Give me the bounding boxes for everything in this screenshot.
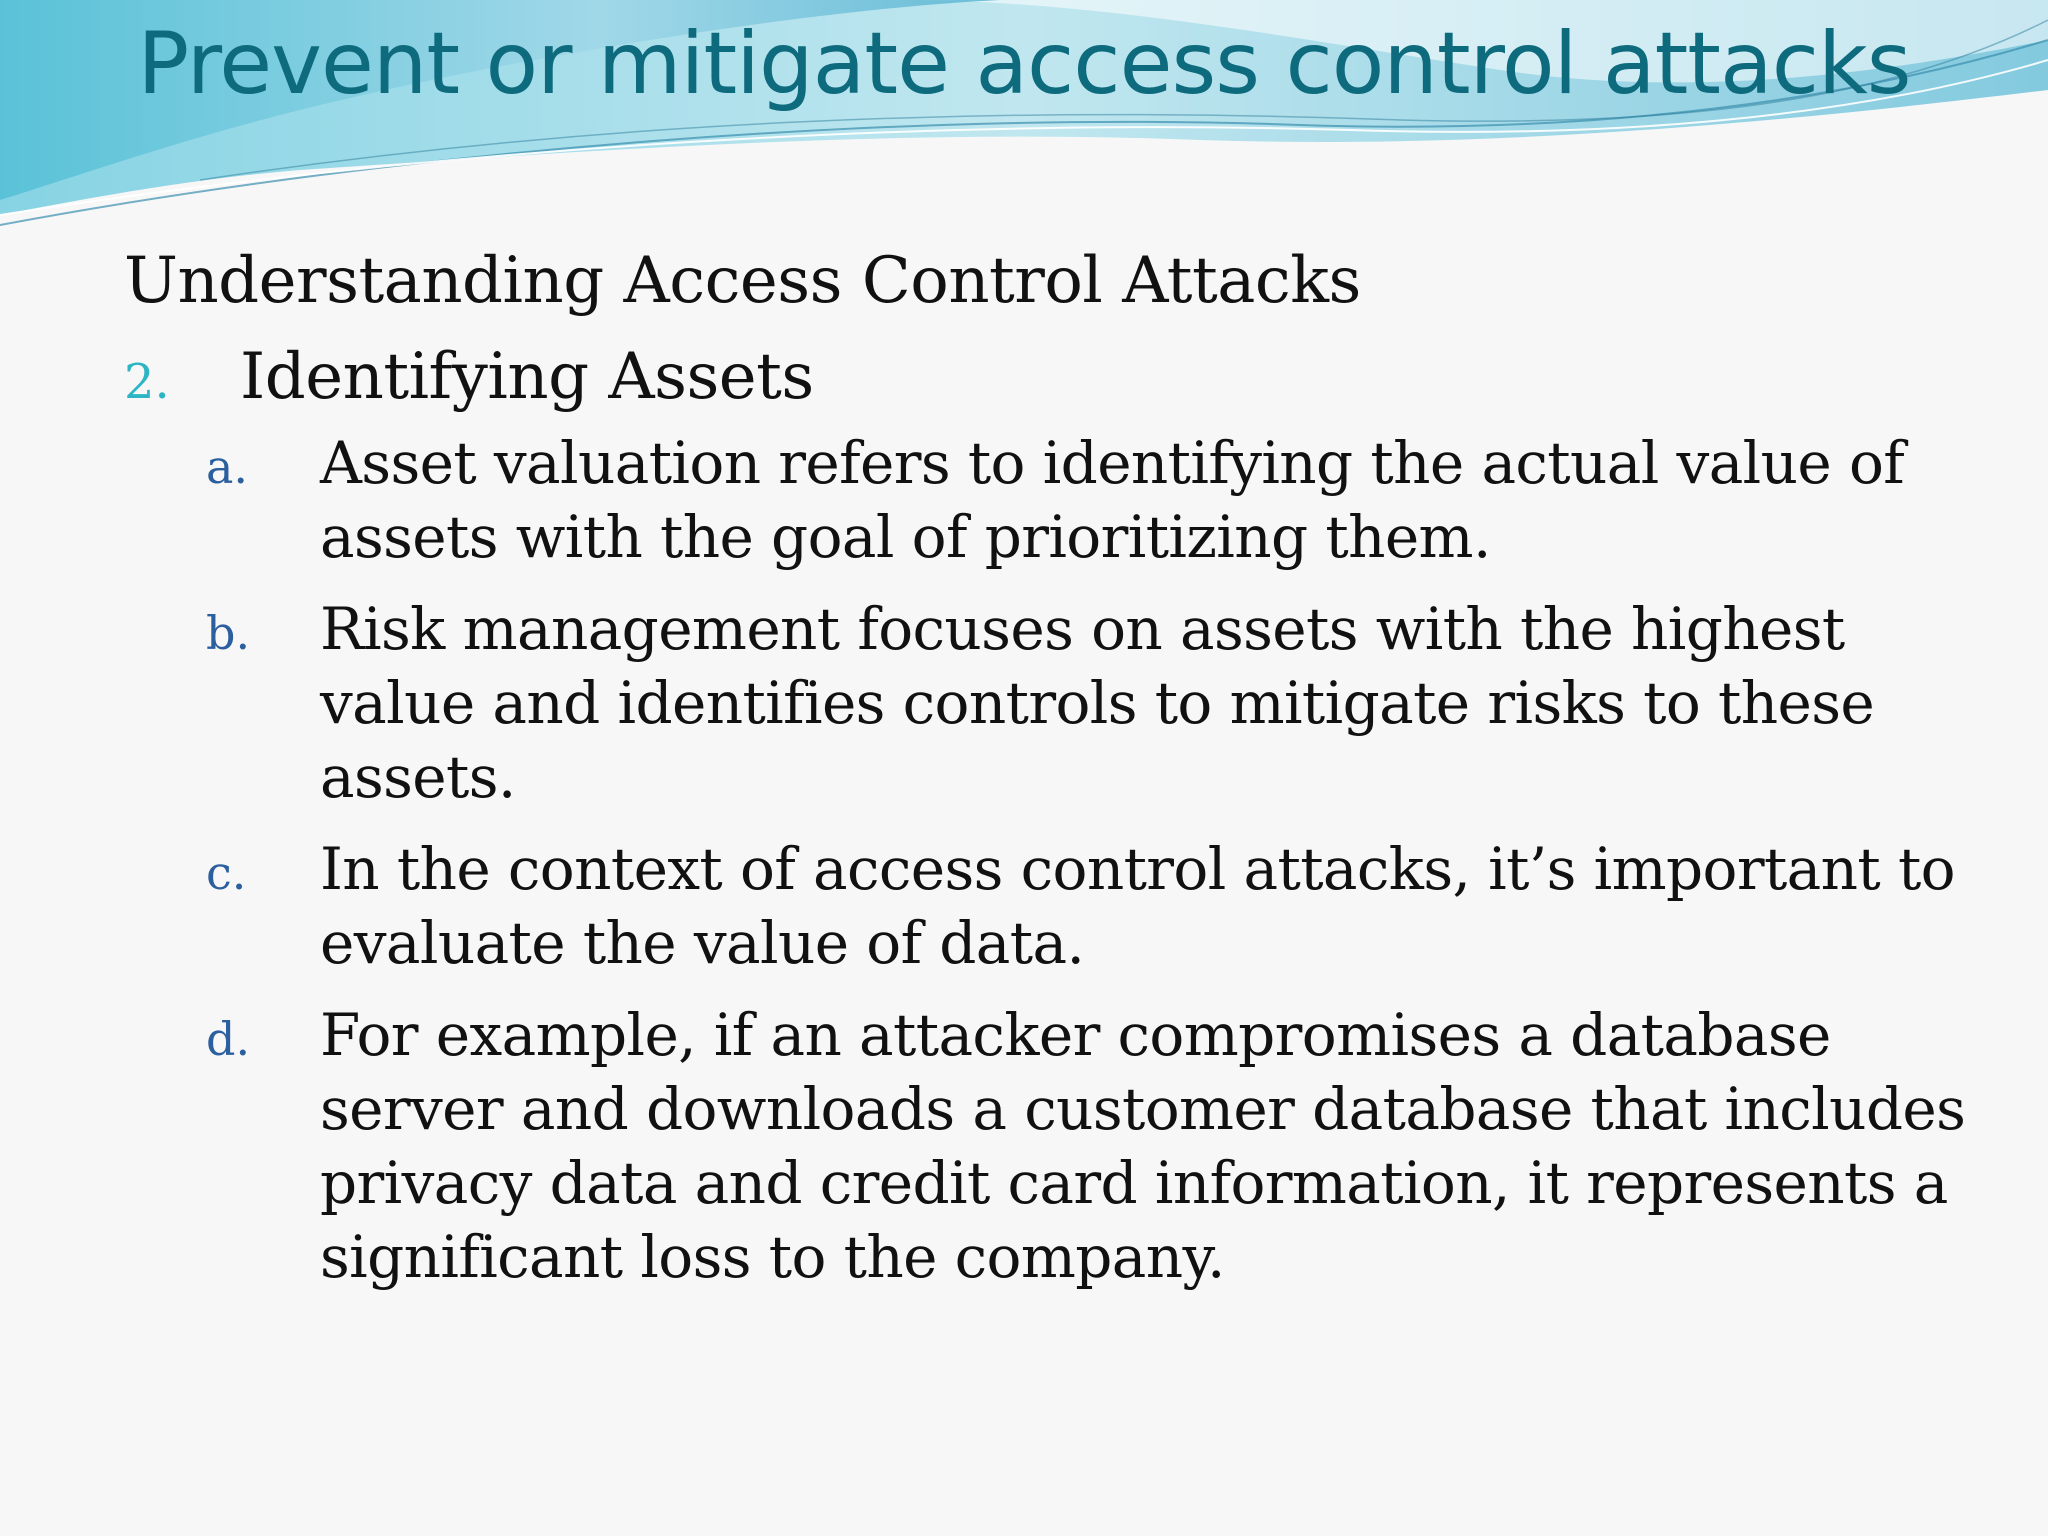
sub-item-text: For example, if an attacker compromises a database server and downloads a customer database that includes privacy data and credit card information, it represents a significant loss to the company. <box>320 1001 1966 1291</box>
sub-item-letter: d. <box>206 1012 251 1066</box>
sub-item-letter: c. <box>206 846 247 900</box>
numbered-item <box>124 332 1984 422</box>
slide-body <box>124 236 1984 1312</box>
sub-item <box>206 592 1984 814</box>
sub-item-letter: b. <box>206 606 251 660</box>
item-label: Identifying Assets <box>240 340 814 414</box>
sub-item <box>206 998 1984 1294</box>
sub-item-text: In the context of access control attacks, it’s important to evaluate the value of data. <box>320 835 1955 977</box>
sub-item-letter: a. <box>206 440 249 494</box>
sub-list <box>206 426 1984 1294</box>
slide-title: Prevent or mitigate access control attacks <box>137 14 1911 114</box>
sub-item-text: Risk management focuses on assets with the highest value and identifies controls to mitigate risks to these assets. <box>320 595 1875 811</box>
section-heading: Understanding Access Control Attacks <box>124 244 1361 318</box>
item-number: 2. <box>124 354 170 410</box>
sub-item <box>206 426 1984 574</box>
sub-item-text: Asset valuation refers to identifying the actual value of assets with the goal of prioritizing them. <box>320 429 1905 571</box>
sub-item <box>206 832 1984 980</box>
